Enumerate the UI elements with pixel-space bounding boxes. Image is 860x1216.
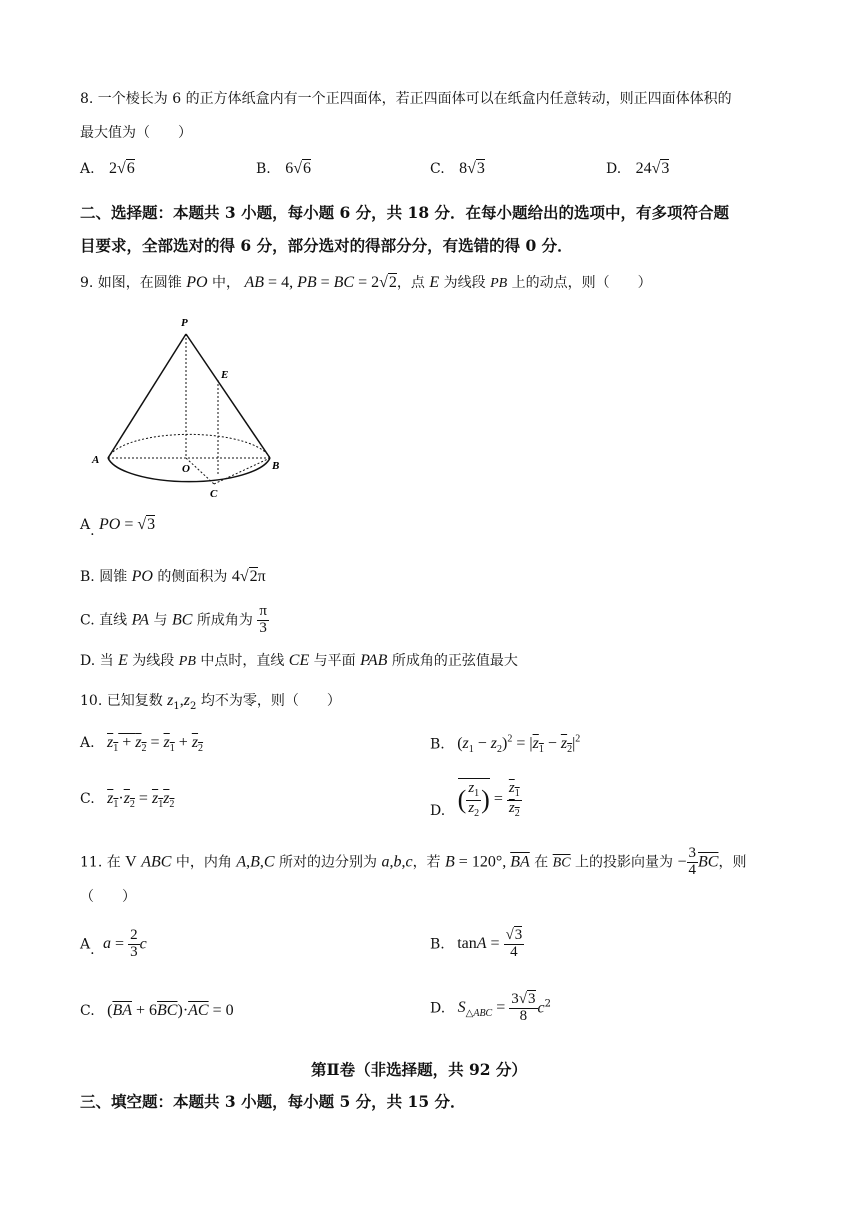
q9-stem: 9. 如图，在圆锥 PO 中， AB = 4, PB = BC = 2√2，点 E 为线段 PB 上的动点，则（ ） <box>80 274 652 291</box>
section2-line2: 目要求，全部选对的得 6 分，部分选对的得部分分，有选错的得 0 分． <box>80 236 573 255</box>
option-label: D. <box>430 802 446 819</box>
q10-stem: 10. 已知复数 $z_1,z_2$ 均不为零，则（ ） <box>80 692 341 712</box>
q8-line2: 最大值为（ ） <box>80 125 192 141</box>
option-label: A. <box>80 735 95 751</box>
option-label: B. <box>430 736 445 753</box>
section3-header: 三、填空题：本题共 3 小题，每小题 5 分，共 15 分． <box>80 1092 466 1111</box>
q9-option-c: C. 直线 PA 与 BC 所成角为 $\frac{\pi}{3}$ <box>80 603 267 636</box>
q8-option-c: C. 8√3 <box>430 160 485 177</box>
option-label: C. <box>80 1003 95 1019</box>
q10-option-a: A. $z_1 + z_2 = z_1 + z_2$ <box>80 734 204 755</box>
q11-option-c: C. $(\overline{BA} + 6\overline{BC})\cdot\overline{AC} = 0$ <box>80 1002 234 1019</box>
label-a: A <box>92 454 100 466</box>
q11-stem2: （ ） <box>80 889 136 905</box>
label-p: P <box>181 317 188 329</box>
label-b: B <box>272 460 280 472</box>
q9-option-b: B. 圆锥 PO 的侧面积为 4√2π <box>80 568 266 585</box>
segment-oc <box>186 458 214 484</box>
option-label: D. <box>430 1000 446 1017</box>
option-label: C. <box>80 791 95 807</box>
q10-option-d: D. ( $\frac{z_1}{z_2}$ ) = $\frac{z_1}{z_2}$ <box>430 780 520 819</box>
q11-option-b: B. tanA = $\frac{√3}{4}$ <box>430 927 523 960</box>
q11-option-a: A. a = $\frac{2}{3}$ c <box>80 927 147 960</box>
base-back-arc <box>108 434 270 458</box>
label-c: C <box>210 488 218 500</box>
segment-cb <box>214 458 270 484</box>
q8-line1: 8. 一个棱长为 6 的正方体纸盒内有一个正四面体，若正四面体可以在纸盒内任意转动，则正四面体体积的 <box>80 91 732 107</box>
option-label: B. <box>256 161 271 177</box>
q9-option-a: A. PO = √3 <box>80 516 156 539</box>
section2-line1: 二、选择题：本题共 3 小题，每小题 6 分，共 18 分．在每小题给出的选项中，有多项符合题 <box>80 203 730 222</box>
option-label: C. <box>430 161 445 177</box>
option-label: B. <box>430 936 445 953</box>
part2-title: 第Ⅱ卷（非选择题，共 92 分） <box>311 1060 527 1079</box>
label-e: E <box>221 369 229 381</box>
label-o: O <box>182 463 190 475</box>
slant-pa <box>108 334 186 458</box>
q11-option-d: D. $S_{\triangle ABC}$ = $\frac{3√3}{8}$ $c^2$ <box>430 991 551 1024</box>
slant-pb <box>186 334 270 458</box>
option-label: D. <box>606 161 622 177</box>
q10-option-b: B. $(z_1 - z_2)^2 = |z_1 - z_2|^2$ <box>430 734 581 756</box>
q9-option-d: D. 当 E 为线段 PB 中点时，直线 CE 与平面 PAB 所成角的正弦值最大 <box>80 652 518 669</box>
q8-option-d: D. 24√3 <box>606 160 670 177</box>
q8-option-a: A. 2√6 <box>80 160 135 177</box>
q10-option-c: C. $z_1\cdot z_2 = z_1z_2$ <box>80 790 175 811</box>
q11-stem: 11. 在 V ABC 中，内角 A,B,C 所对的边分别为 a,b,c，若 B = 120°, $\overline{BA}$ 在 $\overline{BC}$ 上的投影向量为 − $\frac{3}{4}$ $\overline{BC}$，则 <box>80 845 747 878</box>
q8-option-b: B. 6√6 <box>256 160 311 177</box>
cone-figure <box>88 312 288 502</box>
option-label: A. <box>80 161 95 177</box>
